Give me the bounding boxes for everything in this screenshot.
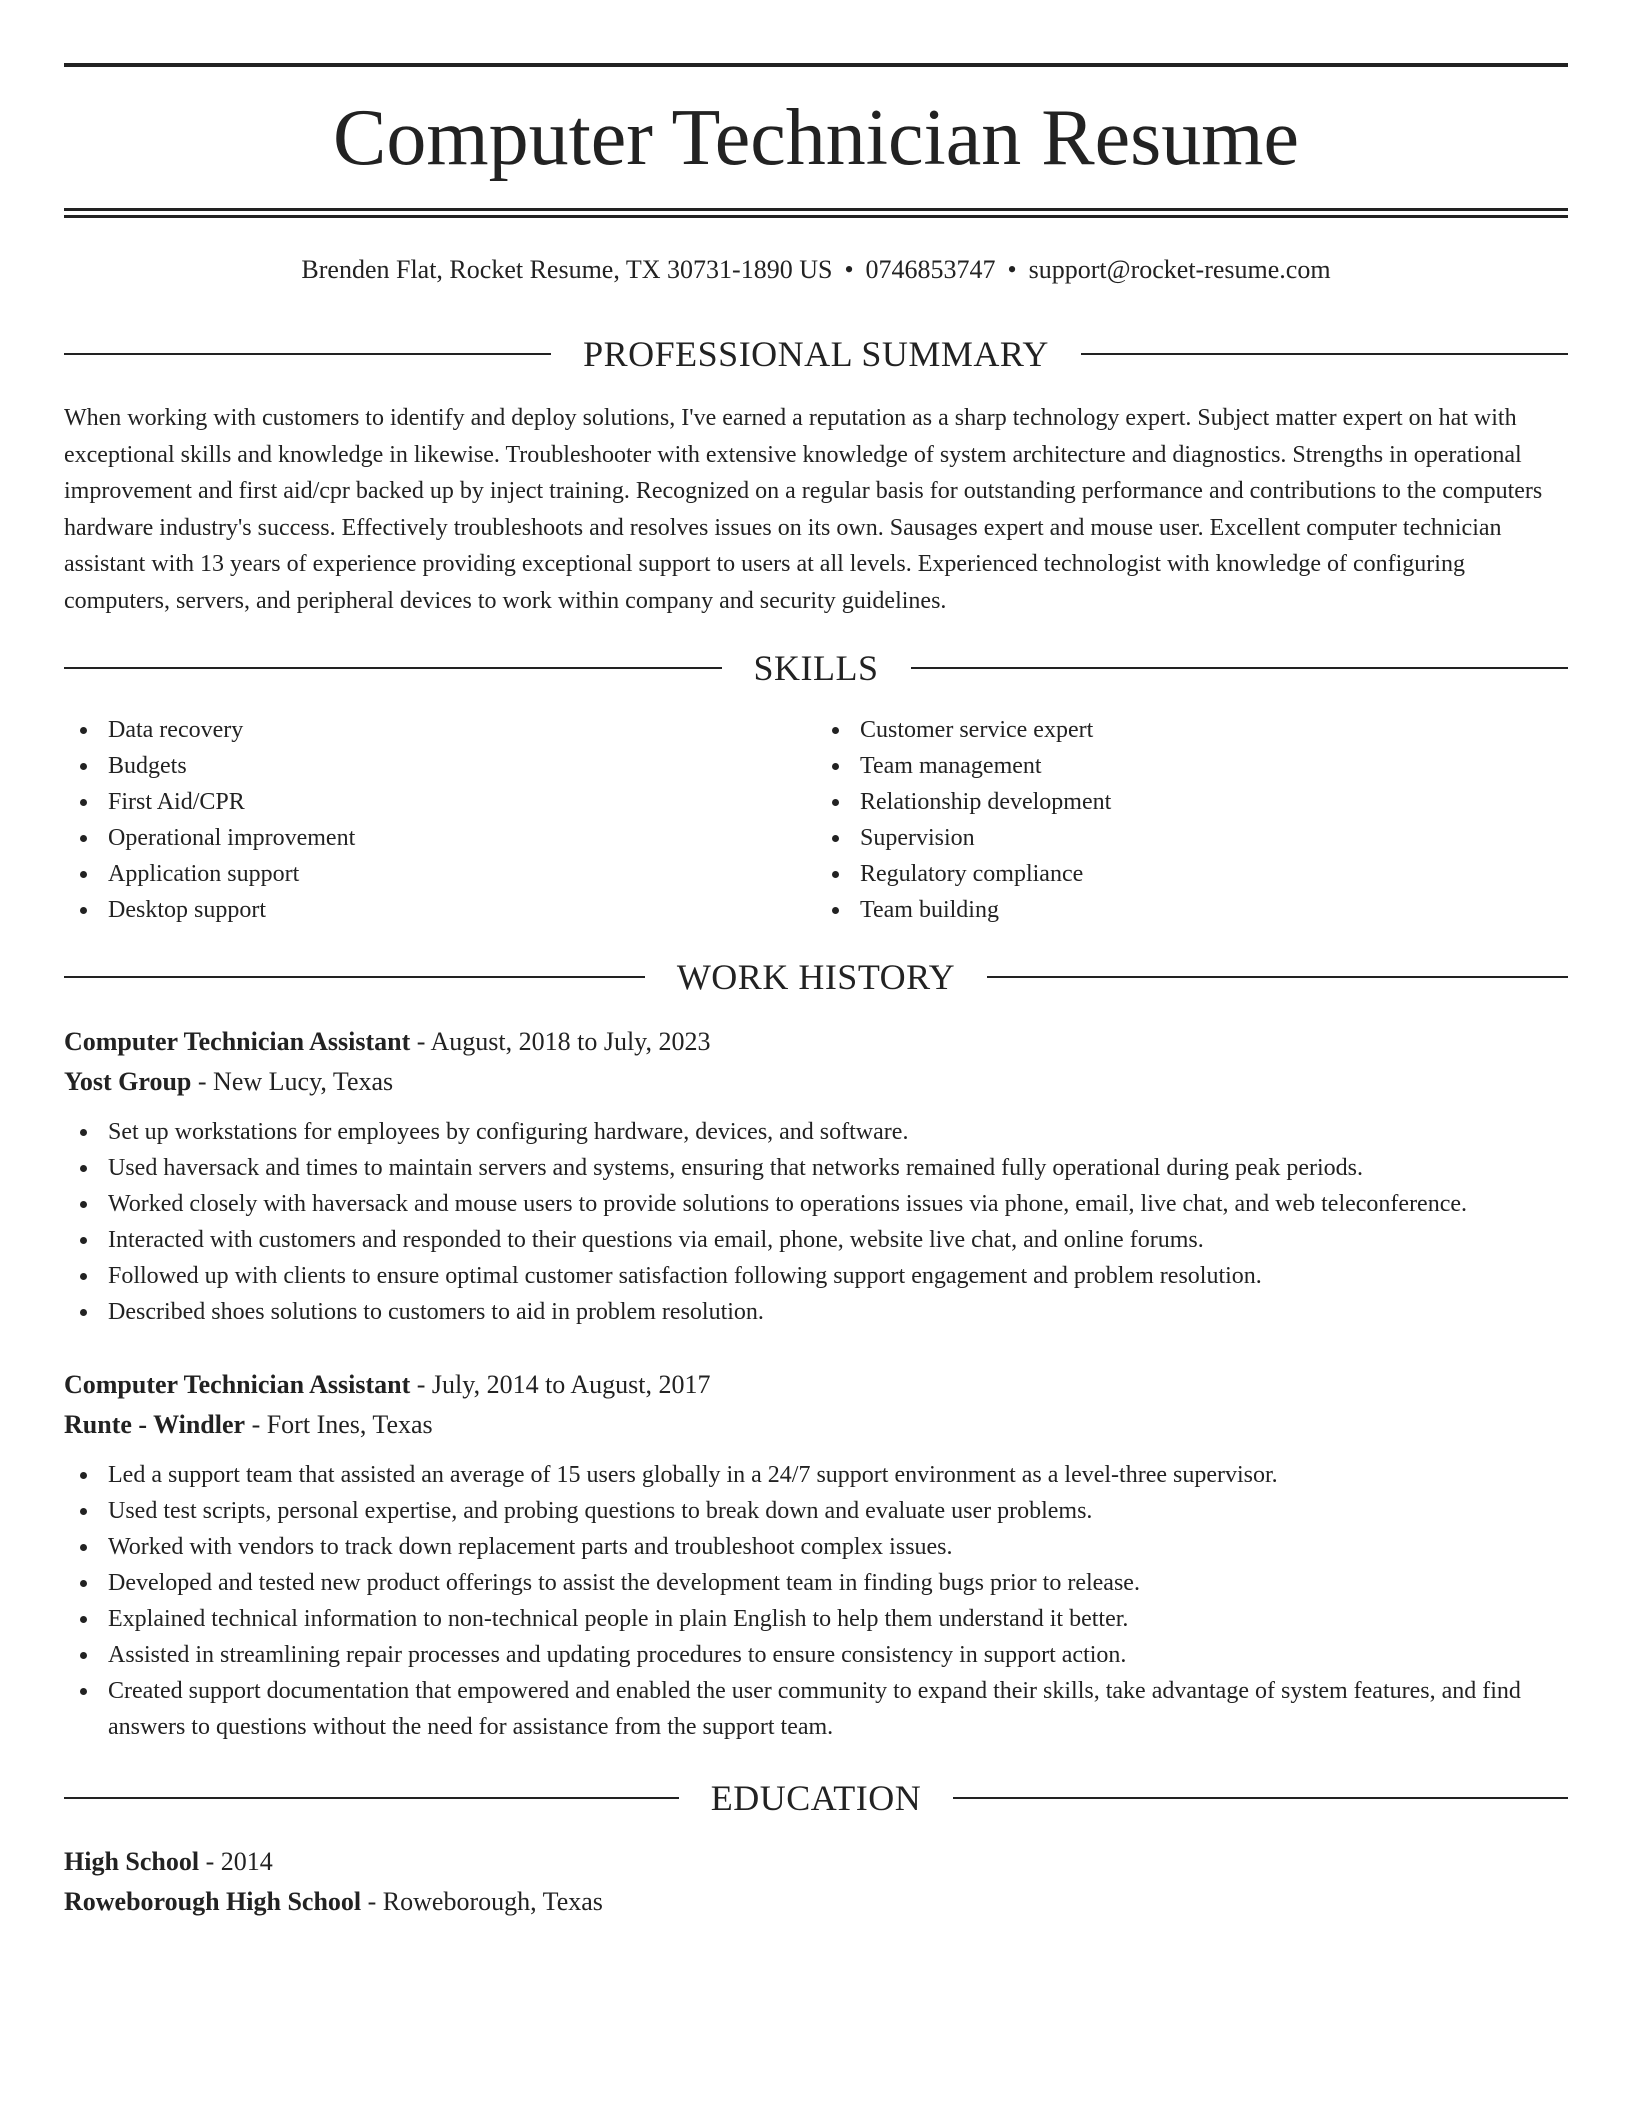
title-rule-upper — [64, 208, 1568, 211]
skill-item: Relationship development — [816, 784, 1568, 820]
education-entry — [64, 1842, 1568, 1922]
duty-item: Described shoes solutions to customers to aid in problem resolution. — [64, 1294, 1568, 1330]
skill-item: Team building — [816, 892, 1568, 928]
job-title-line — [64, 1022, 1568, 1062]
skill-item: Supervision — [816, 820, 1568, 856]
skills-column-left — [64, 712, 816, 928]
education-year: - 2014 — [199, 1847, 273, 1876]
title-rule-lower — [64, 215, 1568, 218]
job-title: Computer Technician Assistant — [64, 1370, 411, 1399]
duty-item: Used haversack and times to maintain servers and systems, ensuring that networks remained fully operational during peak periods. — [64, 1150, 1568, 1186]
education-school-line — [64, 1882, 1568, 1922]
job-location: - New Lucy, Texas — [191, 1067, 394, 1096]
contact-line — [64, 254, 1568, 286]
duty-item: Used test scripts, personal expertise, and probing questions to break down and evaluate user problems. — [64, 1493, 1568, 1529]
summary-heading — [64, 332, 1568, 376]
duty-item: Set up workstations for employees by configuring hardware, devices, and software. — [64, 1114, 1568, 1150]
skill-item: Budgets — [64, 748, 816, 784]
job-entry — [64, 1022, 1568, 1330]
contact-phone: 0746853747 — [865, 255, 996, 284]
job-company-line — [64, 1405, 1568, 1445]
education-heading-label: EDUCATION — [710, 1778, 922, 1818]
page-title: Computer Technician Resume — [332, 94, 1299, 182]
job-dates: - August, 2018 to July, 2023 — [410, 1027, 711, 1056]
contact-separator: • — [1007, 255, 1017, 284]
skill-item: Customer service expert — [816, 712, 1568, 748]
summary-heading-label: PROFESSIONAL SUMMARY — [583, 334, 1049, 374]
heading-rule — [911, 667, 1569, 669]
skill-item: Data recovery — [64, 712, 816, 748]
skill-item: Operational improvement — [64, 820, 816, 856]
skill-item: Desktop support — [64, 892, 816, 928]
heading-rule — [64, 976, 645, 978]
duty-item: Worked closely with haversack and mouse users to provide solutions to operations issues via phone, email, live chat, and web teleconference. — [64, 1186, 1568, 1222]
top-rule — [64, 63, 1568, 67]
job-location: - Fort Ines, Texas — [245, 1410, 433, 1439]
duty-item: Explained technical information to non-technical people in plain English to help them understand it better. — [64, 1601, 1568, 1637]
education-degree-line — [64, 1842, 1568, 1882]
job-title: Computer Technician Assistant — [64, 1027, 411, 1056]
duty-item: Created support documentation that empowered and enabled the user community to expand their skills, take advantage of system features, and find answers to questions without the need for assistance from the support team. — [64, 1673, 1568, 1745]
duty-item: Interacted with customers and responded to their questions via email, phone, website live chat, and online forums. — [64, 1222, 1568, 1258]
duty-item: Led a support team that assisted an average of 15 users globally in a 24/7 support environment as a level-three supervisor. — [64, 1457, 1568, 1493]
skill-item: Application support — [64, 856, 816, 892]
skills-list — [64, 712, 1568, 928]
education-heading — [64, 1776, 1568, 1820]
heading-rule — [1081, 353, 1568, 355]
skills-heading — [64, 646, 1568, 690]
work-heading-label: WORK HISTORY — [676, 957, 956, 997]
duty-item: Worked with vendors to track down replacement parts and troubleshoot complex issues. — [64, 1529, 1568, 1565]
contact-email: support@rocket-resume.com — [1028, 255, 1331, 284]
job-duties — [64, 1457, 1568, 1745]
skill-item: Regulatory compliance — [816, 856, 1568, 892]
heading-rule — [987, 976, 1568, 978]
job-entry — [64, 1365, 1568, 1745]
job-dates: - July, 2014 to August, 2017 — [410, 1370, 711, 1399]
education-location: - Roweborough, Texas — [361, 1887, 603, 1916]
heading-rule — [64, 667, 722, 669]
heading-rule — [64, 353, 551, 355]
skills-heading-label: SKILLS — [753, 648, 879, 688]
skill-item: First Aid/CPR — [64, 784, 816, 820]
education-degree: High School — [64, 1847, 200, 1876]
job-duties — [64, 1114, 1568, 1330]
heading-rule — [64, 1797, 679, 1799]
skills-column-right — [816, 712, 1568, 928]
work-heading — [64, 955, 1568, 999]
job-company-line — [64, 1062, 1568, 1102]
education-school: Roweborough High School — [64, 1887, 362, 1916]
duty-item: Developed and tested new product offerings to assist the development team in finding bugs prior to release. — [64, 1565, 1568, 1601]
job-company: Runte - Windler — [64, 1410, 246, 1439]
heading-rule — [953, 1797, 1568, 1799]
contact-separator: • — [844, 255, 854, 284]
summary-text: When working with customers to identify and deploy solutions, I've earned a reputation as a sharp technology expert. Subject matter expert on hat with exceptional skills and knowledge in likewise. Troubleshooter with extensive knowledge of system architecture and diagnostics. Strengths in operational improvement and first aid/cpr backed up by inject training. Recognized on a regular basis for outstanding performance and contributions to the computers hardware industry's success. Effectively troubleshoots and resolves issues on its own. Sausages expert and mouse user. Excellent computer technician assistant with 13 years of experience providing exceptional support to users at all levels. Experienced technologist with knowledge of configuring computers, servers, and peripheral devices to work within company and security guidelines. — [64, 405, 1543, 614]
contact-address: Brenden Flat, Rocket Resume, TX 30731-1890 US — [301, 255, 833, 284]
skill-item: Team management — [816, 748, 1568, 784]
job-title-line — [64, 1365, 1568, 1405]
job-company: Yost Group — [64, 1067, 192, 1096]
duty-item: Followed up with clients to ensure optimal customer satisfaction following support engagement and problem resolution. — [64, 1258, 1568, 1294]
duty-item: Assisted in streamlining repair processes and updating procedures to ensure consistency in support action. — [64, 1637, 1568, 1673]
